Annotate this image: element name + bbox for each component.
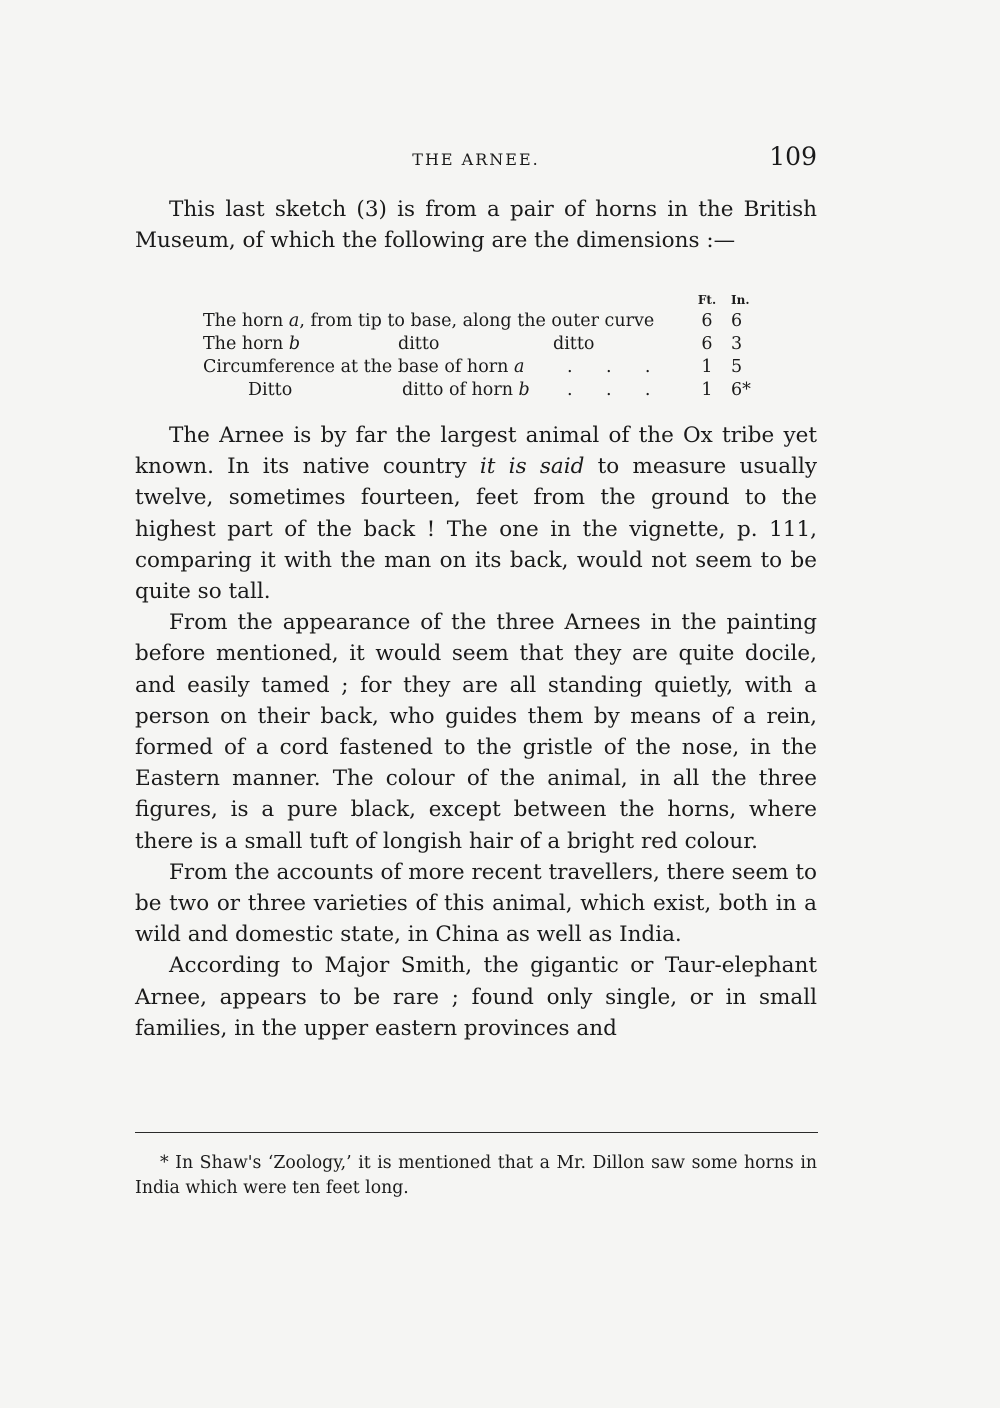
inches-value: 3 (731, 334, 743, 354)
row-label: The horn b (203, 334, 301, 354)
running-title: THE ARNEE. (412, 150, 540, 169)
paragraph: From the accounts of more recent travellers, there seem to be two or three varieties of this animal, which exist, both in a wild and domestic state, in China as well as India. (135, 859, 817, 948)
inches-value: 5 (731, 357, 743, 377)
ditto-mark: ditto (553, 334, 595, 354)
paragraph: According to Major Smith, the gigantic or Taur-elephant Arnee, appears to be rare ; found only single, or in small families, in the upper eastern provinces and (135, 953, 817, 1041)
row-label: Ditto (248, 380, 293, 400)
feet-value: 1 (701, 357, 713, 377)
unit-inches-header: In. (731, 293, 750, 307)
inches-value: 6* (731, 380, 751, 400)
ditto-mark: ditto of horn b (402, 380, 530, 400)
paragraph: The Arnee is by far the largest animal of the Ox tribe yet known. In its native country it is said to measure usually twelve, sometimes fourteen, feet from the ground to the highest part of the back ! The one in the vignette, p. 111, comparing it with the man on its back, would not seem to be quite so tall. (135, 423, 817, 605)
row-label: The horn a, from tip to base, along the outer curve (203, 311, 655, 331)
body-text (135, 420, 817, 1044)
leader-dots: . . . (567, 357, 651, 377)
ditto-mark: ditto (398, 334, 440, 354)
footnote-rule (135, 1132, 818, 1133)
feet-value: 1 (701, 380, 713, 400)
feet-value: 6 (701, 311, 713, 331)
footnote: * In Shaw's ‘Zoology,’ it is mentioned that a Mr. Dillon saw some horns in India which were ten feet long. (135, 1153, 817, 1198)
leader-dots: . . . (567, 380, 651, 400)
table-row (200, 333, 770, 356)
inches-value: 6 (731, 311, 743, 331)
unit-feet-header: Ft. (697, 293, 717, 307)
table-row (200, 310, 770, 333)
table-row (200, 379, 770, 402)
table-header-row (200, 290, 770, 310)
page-number: 109 (769, 142, 817, 171)
running-head (135, 142, 817, 176)
intro-paragraph (135, 194, 817, 256)
table-row (200, 356, 770, 379)
row-label: Circumference at the base of horn a (203, 357, 525, 377)
dimensions-table (200, 290, 770, 402)
feet-value: 6 (701, 334, 713, 354)
intro-text: This last sketch (3) is from a pair of horns in the British Museum, of which the following are the dimensions :— (135, 197, 817, 254)
paragraph: From the appearance of the three Arnees in the painting before mentioned, it would seem that they are quite docile, and easily tamed ; for they are all standing quietly, with a person on their back, who guides them by means of a rein, formed of a cord fastened to the gristle of the nose, in the Eastern manner. The colour of the animal, in all the three figures, is a pure black, except between the horns, where there is a small tuft of longish hair of a bright red colour. (135, 610, 817, 854)
